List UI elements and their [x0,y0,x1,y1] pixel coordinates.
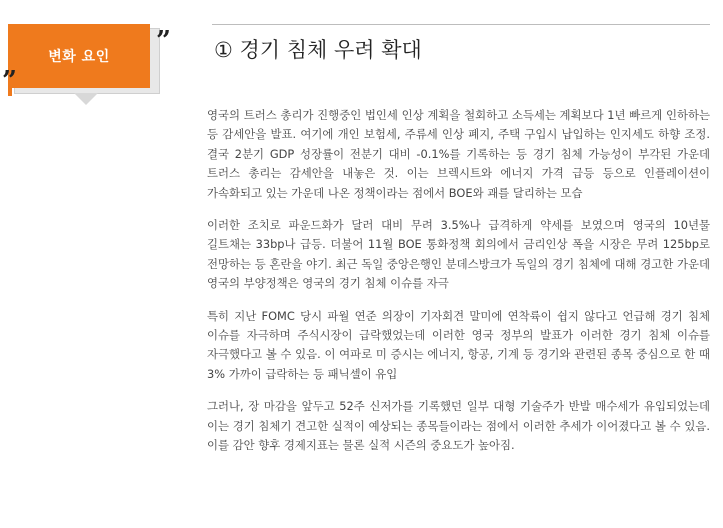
paragraph: 특히 지난 FOMC 당시 파월 연준 의장이 기자회견 말미에 연착륙이 쉽지 않다고 언급해 경기 침체 이슈를 자극하며 주식시장이 급락했었는데 이러한 영국 정부의 발표가 이러한 경기 침체 이슈를 자극했다고 볼 수 있음. 이 여파로 미 증시는 에너지, 항공, 기계 등 경기와 관련된 종목 중심으로 한 때 3% 가까이 급락하는 등 패닉셀이 유입 [207,308,710,381]
body-text [207,106,710,469]
section-title: ① 경기 침체 우려 확대 [214,38,422,62]
paragraph: 영국의 트러스 총리가 진행중인 법인세 인상 계획을 철회하고 소득세는 계획보다 1년 빠르게 인하하는 등 감세안을 발표. 여기에 개인 보험세, 주류세 인상 폐지, 주택 구입시 납입하는 인지세도 하향 조정. 결국 2분기 GDP 성장률이 전분기 대비 -0.1%를 기록하는 등 경기 침체 가능성이 부각된 가운데 트러스 총리는 감세안을 내놓은 것. 이는 브렉시트와 에너지 가격 급등 등으로 인플레이션이 가속화되고 있는 가운데 나온 정책이라는 점에서 BOE와 괘를 달리하는 모습 [207,108,710,200]
title-divider [212,24,710,25]
quote-close-mark: ” [156,26,171,56]
badge-pointer [74,93,98,105]
badge-label: 변화 요인 [48,49,110,65]
section-badge [2,24,171,108]
badge-box [8,24,150,88]
quote-open-mark: ” [2,66,17,96]
paragraph: 그러나, 장 마감을 앞두고 52주 신저가를 기록했던 일부 대형 기술주가 반발 매수세가 유입되었는데 이는 경기 침체기 견고한 실적이 예상되는 종목들이라는 점에서 이러한 추세가 이어졌다고 볼 수 있음. 이를 감안 향후 경제지표는 물론 실적 시즌의 중요도가 높아짐. [207,399,710,453]
paragraph: 이러한 조치로 파운드화가 달러 대비 무려 3.5%나 급격하게 약세를 보였으며 영국의 10년물 길트채는 33bp나 급등. 더불어 11월 BOE 통화정책 회의에서 금리인상 폭을 시장은 무려 125bp로 전망하는 등 혼란을 야기. 최근 독일 중앙은행인 분데스방크가 독일의 경기 침체에 대해 경고한 가운데 영국의 부양정책은 영국의 경기 침체 이슈를 자극 [207,218,710,291]
